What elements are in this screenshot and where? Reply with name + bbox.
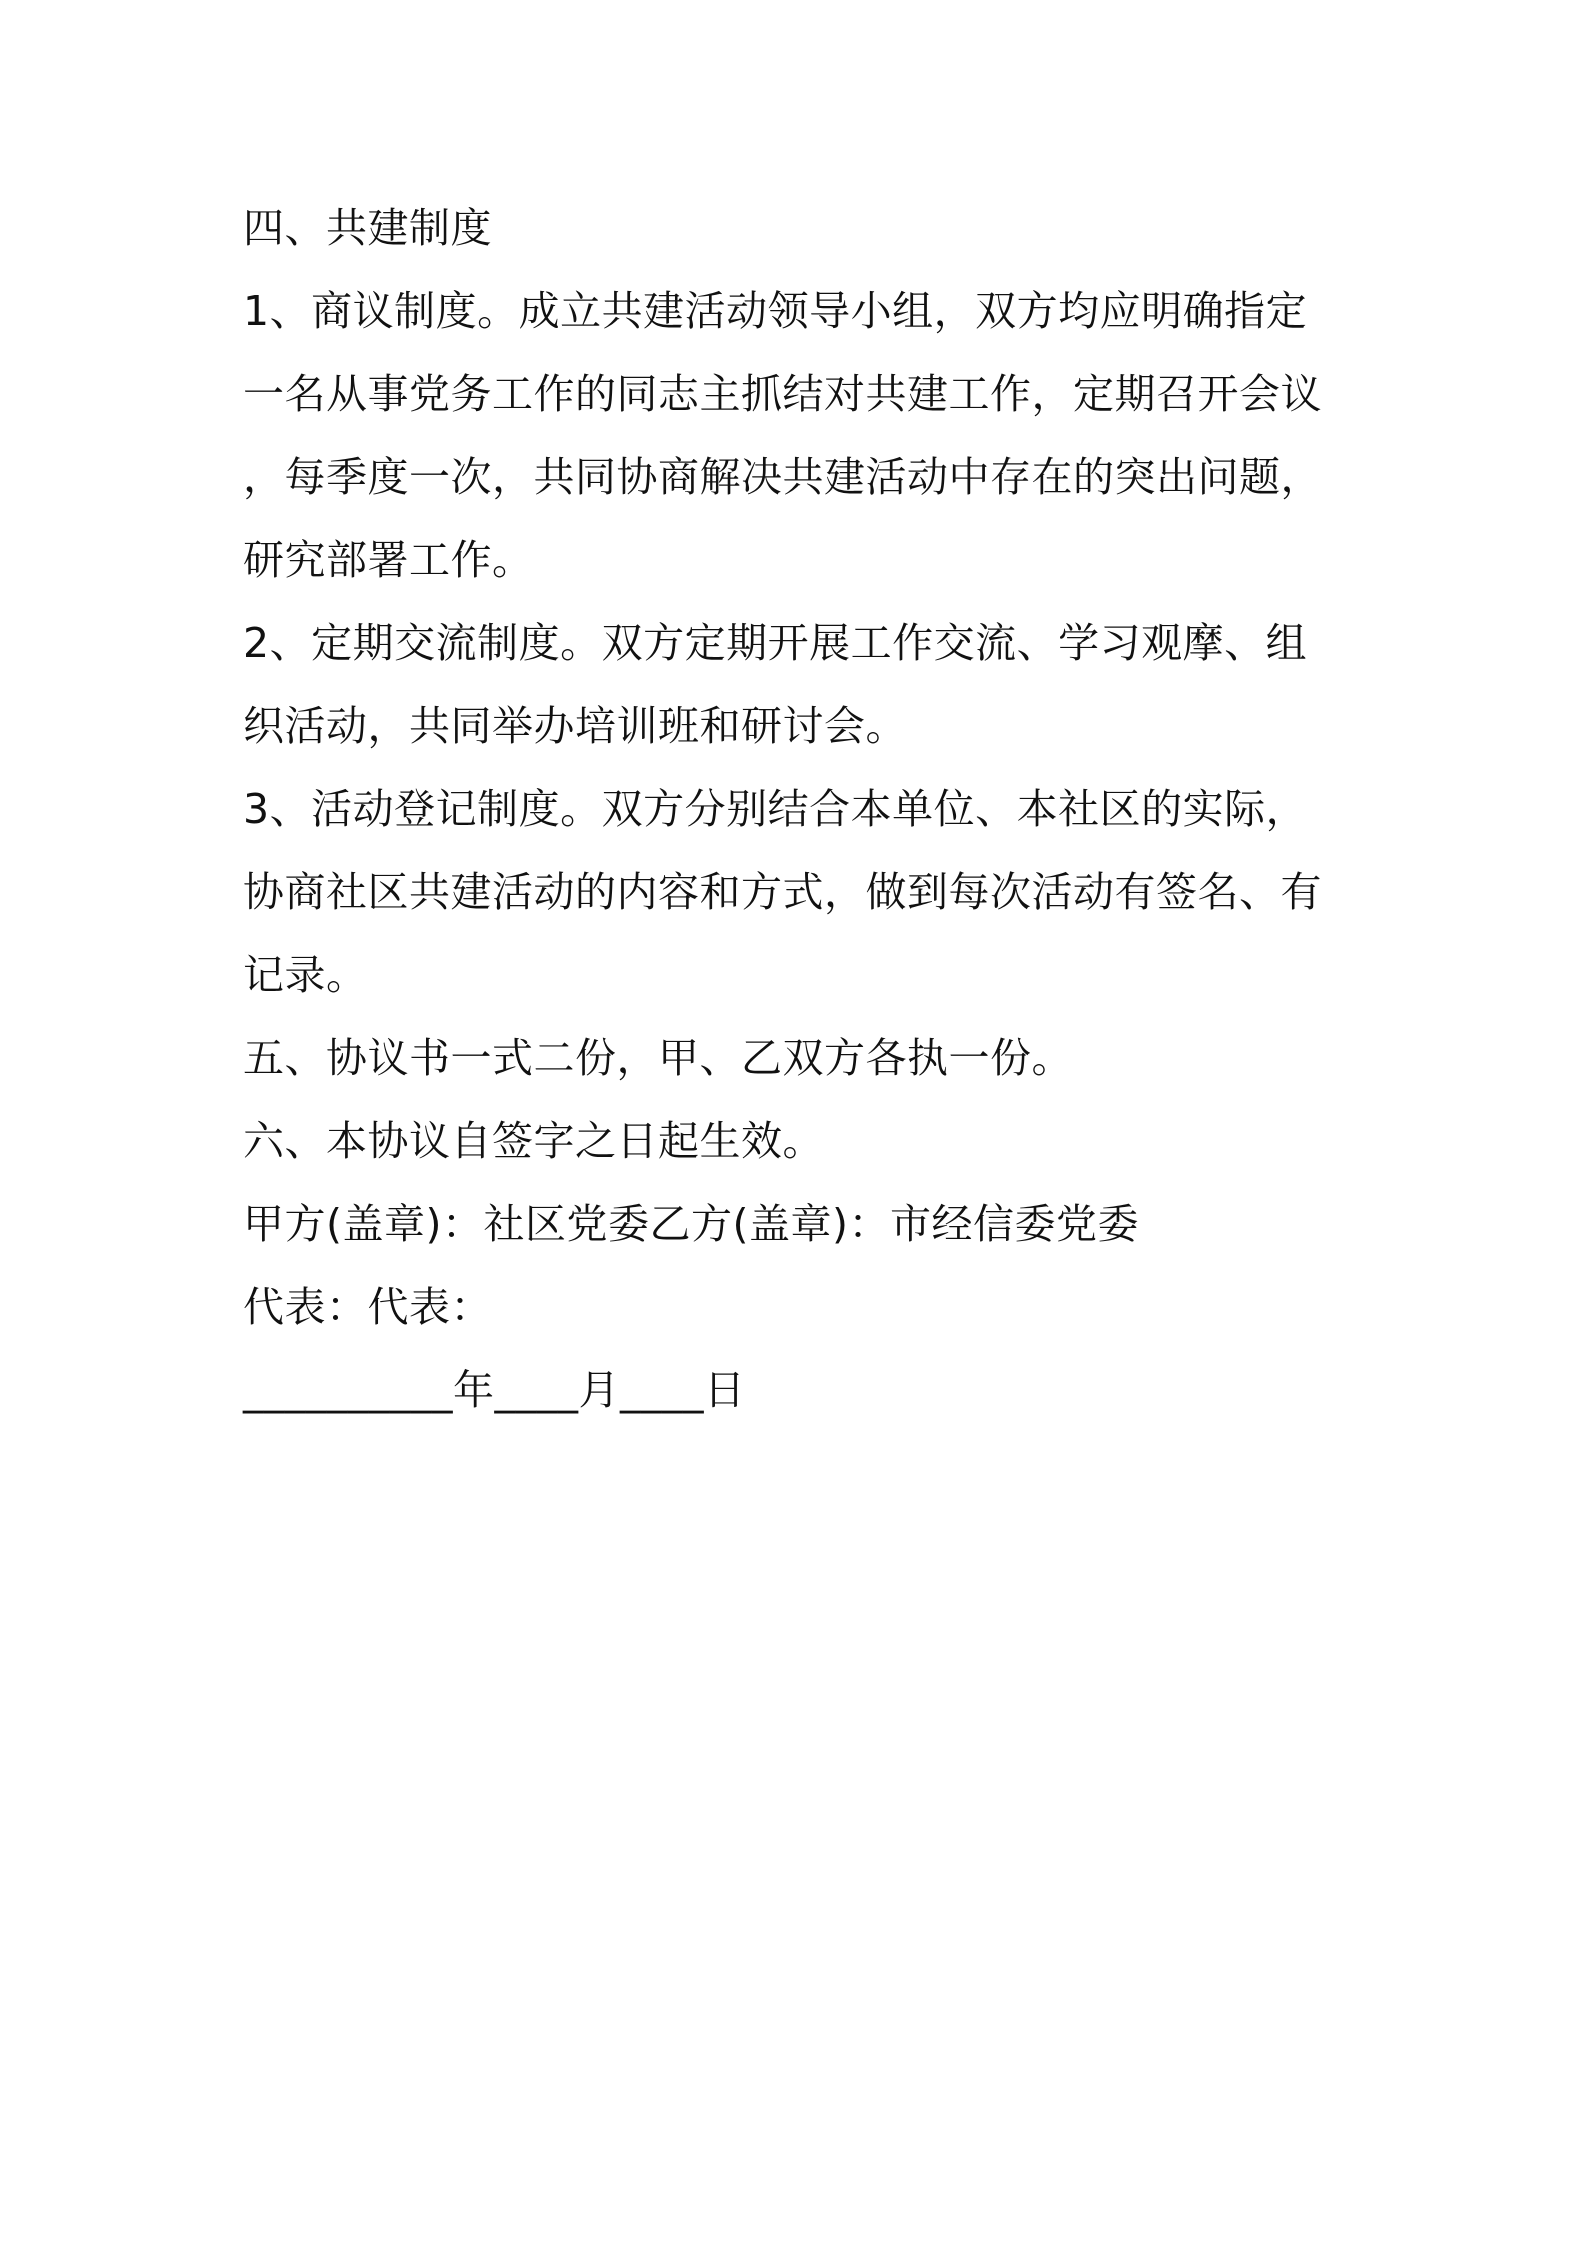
representatives: 代表：代表： bbox=[243, 1283, 492, 1331]
clause-1-line-3: ，每季度一次，共同协商解决共建活动中存在的突出问题， bbox=[243, 453, 1322, 501]
clause-2-line-2: 织活动，共同举办培训班和研讨会。 bbox=[243, 702, 907, 750]
clause-2-line-1: 2、定期交流制度。双方定期开展工作交流、学习观摩、组 bbox=[243, 619, 1308, 667]
party-seals: 甲方(盖章)：社区党委乙方(盖章)：市经信委党委 bbox=[243, 1200, 1139, 1248]
signing-date: __________年____月____日 bbox=[243, 1366, 746, 1414]
clause-1-line-4: 研究部署工作。 bbox=[243, 536, 534, 584]
clause-3-line-1: 3、活动登记制度。双方分别结合本单位、本社区的实际， bbox=[243, 785, 1308, 833]
clause-3-line-2: 协商社区共建活动的内容和方式，做到每次活动有签名、有 bbox=[243, 868, 1322, 916]
clause-1-line-1: 1、商议制度。成立共建活动领导小组，双方均应明确指定 bbox=[243, 287, 1308, 335]
section-6: 六、本协议自签字之日起生效。 bbox=[243, 1117, 824, 1165]
section-5: 五、协议书一式二份，甲、乙双方各执一份。 bbox=[243, 1034, 1073, 1082]
section-heading-4: 四、共建制度 bbox=[243, 204, 492, 252]
clause-1-line-2: 一名从事党务工作的同志主抓结对共建工作，定期召开会议 bbox=[243, 370, 1322, 418]
clause-3-line-3: 记录。 bbox=[243, 951, 368, 999]
